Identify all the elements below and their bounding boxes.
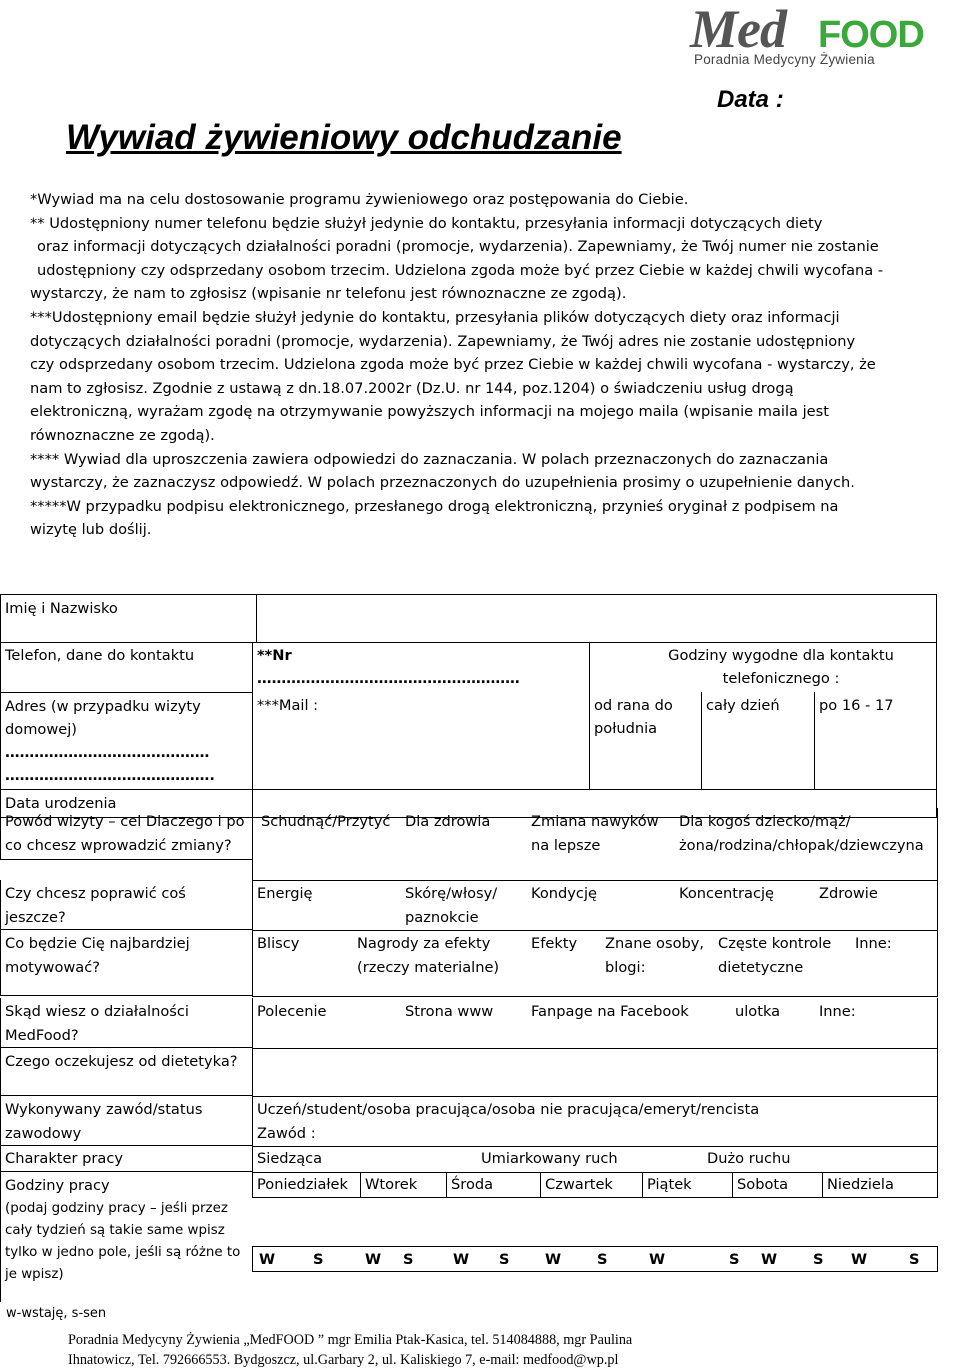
- grid-divider: [822, 1172, 823, 1198]
- ws-legend: w-wstaję, s-sen: [6, 1306, 107, 1321]
- day-monday: Poniedziałek: [257, 1176, 348, 1193]
- job-options-cell: [252, 1096, 938, 1147]
- contact-table: [0, 642, 937, 818]
- medfood-logo: [690, 0, 956, 68]
- note-line: wizytę lub doślij.: [30, 521, 152, 539]
- ws-cell[interactable]: S: [813, 1251, 824, 1268]
- motivate-options-row: [252, 930, 938, 997]
- hours-option-morning[interactable]: od rana do południa: [590, 692, 702, 789]
- source-option-website[interactable]: Strona www: [405, 1003, 494, 1020]
- logo-subtitle: Poradnia Medycyny Żywienia: [694, 52, 875, 67]
- motivate-label: Co będzie Cię najbardziej motywować?: [0, 930, 252, 996]
- motivate-option-other[interactable]: Inne:: [855, 935, 892, 952]
- improve-option-focus[interactable]: Koncentrację: [679, 885, 774, 902]
- work-type-moderate[interactable]: Umiarkowany ruch: [481, 1150, 618, 1167]
- footer-line: Ihnatowicz, Tel. 792666553. Bydgoszcz, ul.Garbary 2, ul. Kaliskiego 7, e-mail: medfood@wp.pl: [68, 1352, 619, 1368]
- work-hours-label-cell: [0, 1172, 252, 1302]
- note-line: udostępniony czy odsprzedany osobom trzecim. Udzielona zgoda może być przez Ciebie w każdej chwili wycofana -: [37, 261, 884, 279]
- motivate-option-family[interactable]: Bliscy: [257, 935, 300, 952]
- ws-cell[interactable]: W: [649, 1251, 666, 1268]
- note-line: nam to zgłosisz. Zgodnie z ustawą z dn.18.07.2002r (Dz.U. nr 144, poz.1204) o świadczeniu usług drogą: [30, 379, 794, 397]
- improve-option-fitness[interactable]: Kondycję: [531, 885, 597, 902]
- phone-field[interactable]: [253, 642, 590, 692]
- work-hours-label: Godziny pracy: [5, 1177, 110, 1194]
- source-options-row: [252, 998, 938, 1049]
- job-label: Wykonywany zawód/status zawodowy: [0, 1096, 252, 1146]
- reason-option-habits[interactable]: Zmiana nawyków na lepsze: [531, 813, 659, 854]
- ws-row: [252, 1246, 938, 1272]
- phone-dots: ………………………………………………: [257, 670, 520, 687]
- day-friday: Piątek: [647, 1176, 692, 1193]
- note-line: *Wywiad ma na celu dostosowanie programu żywieniowego oraz postępowania do Ciebie.: [30, 191, 689, 208]
- motivate-option-rewards[interactable]: Nagrody za efekty (rzeczy materialne): [357, 935, 500, 976]
- reason-options-row: [252, 808, 938, 881]
- grid-divider: [642, 1172, 643, 1198]
- note-line: ***Udostępniony email będzie służył jedynie do kontaktu, przesyłania plików dotyczących diety oraz informacji: [30, 308, 840, 326]
- ws-cell[interactable]: W: [453, 1251, 470, 1268]
- footer: [68, 1330, 928, 1370]
- name-field[interactable]: [257, 595, 937, 643]
- mail-field[interactable]: ***Mail :: [253, 692, 590, 789]
- note-line: ** Udostępniony numer telefonu będzie służył jedynie do kontaktu, przesyłania informacji dotyczących diety: [30, 214, 823, 232]
- note-line: dotyczących działalności poradni (promocje, wydarzenia). Zapewniamy, że Twój adres nie zostanie udostępniony: [30, 332, 856, 350]
- day-sunday: Niedziela: [827, 1176, 894, 1193]
- address-dots[interactable]: ……………………………………: [5, 743, 210, 761]
- improve-options-row: [252, 880, 938, 931]
- ws-cell[interactable]: W: [761, 1251, 778, 1268]
- ws-cell[interactable]: S: [313, 1251, 324, 1268]
- day-saturday: Sobota: [737, 1176, 789, 1193]
- improve-label: Czy chcesz poprawić coś jeszcze?: [0, 880, 252, 930]
- note-line: **** Wywiad dla uproszczenia zawiera odpowiedzi do zaznaczania. W polach przeznaczonych do zaznaczania: [30, 450, 829, 468]
- note-line: równoznaczne ze zgodą).: [30, 426, 215, 444]
- phone-marker: **Nr: [257, 647, 292, 664]
- note-line: czy odsprzedany osobom trzecim. Udzielona zgoda może być przez Ciebie w każdej chwili wycofana - wystarczy, że: [30, 356, 876, 374]
- note-line: *****W przypadku podpisu elektronicznego, przesłanego drogą elektroniczną, przynieś oryginał z podpisem na: [30, 497, 839, 515]
- days-row: [252, 1172, 938, 1198]
- reason-option-weight[interactable]: Schudnąć/Przytyć: [261, 813, 391, 830]
- ws-cell[interactable]: S: [597, 1251, 608, 1268]
- phone-label: Telefon, dane do kontaktu: [1, 642, 253, 692]
- motivate-option-effects[interactable]: Efekty: [531, 935, 578, 952]
- source-option-facebook[interactable]: Fanpage na Facebook: [531, 1003, 689, 1020]
- expect-label: Czego oczekujesz od dietetyka?: [0, 1048, 252, 1096]
- work-type-active[interactable]: Dużo ruchu: [707, 1150, 791, 1167]
- page-title: Wywiad żywieniowy odchudzanie: [66, 118, 622, 157]
- ws-cell[interactable]: S: [909, 1251, 920, 1268]
- notes-section: [30, 188, 950, 542]
- birth-label: Data urodzenia: [1, 789, 253, 817]
- date-label: Data :: [717, 86, 784, 113]
- source-option-leaflet[interactable]: ulotka: [735, 1003, 781, 1020]
- expect-field[interactable]: [252, 1048, 938, 1097]
- name-label: Imię i Nazwisko: [1, 595, 257, 643]
- hours-option-allday[interactable]: cały dzień: [702, 692, 815, 789]
- ws-cell[interactable]: S: [403, 1251, 414, 1268]
- day-thursday: Czwartek: [545, 1176, 613, 1193]
- source-option-other[interactable]: Inne:: [819, 1003, 856, 1020]
- motivate-option-checkups[interactable]: Częste kontrole dietetyczne: [718, 935, 832, 976]
- note-line: oraz informacji dotyczących działalności poradni (promocje, wydarzenia). Zapewniamy, że Twój numer nie zostanie: [37, 238, 879, 256]
- work-type-sitting[interactable]: Siedząca: [257, 1150, 323, 1167]
- improve-option-energy[interactable]: Energię: [257, 885, 313, 902]
- address-cell: [1, 692, 253, 789]
- day-wednesday: Środa: [451, 1176, 494, 1193]
- ws-cell[interactable]: W: [365, 1251, 382, 1268]
- grid-divider: [360, 1172, 361, 1198]
- day-tuesday: Wtorek: [365, 1176, 418, 1193]
- hours-option-afternoon[interactable]: po 16 - 17: [815, 692, 937, 789]
- logo-med-text: Med: [690, 0, 786, 59]
- grid-divider: [732, 1172, 733, 1198]
- work-hours-fill-area[interactable]: [252, 1198, 938, 1246]
- note-line: wystarczy, że nam to zgłosisz (wpisanie nr telefonu jest równoznaczne ze zgodą).: [30, 285, 627, 303]
- work-type-row: [252, 1146, 938, 1173]
- work-hours-grid: [252, 1172, 938, 1302]
- source-label: Skąd wiesz o działalności MedFood?: [0, 998, 252, 1048]
- ws-cell[interactable]: W: [851, 1251, 868, 1268]
- ws-cell[interactable]: S: [499, 1251, 510, 1268]
- reason-label: Powód wizyty – cel Dlaczego i po co chcesz wprowadzić zmiany?: [0, 808, 252, 860]
- note-line: wystarczy, że zaznaczysz odpowiedź. W polach przeznaczonych do uzupełnienia prosimy o uzupełnienie danych.: [30, 474, 855, 492]
- motivate-option-celebrities[interactable]: Znane osoby, blogi:: [605, 935, 705, 976]
- improve-option-health[interactable]: Zdrowie: [819, 885, 878, 902]
- address-dots[interactable]: …………………………………….: [5, 766, 215, 784]
- reason-label-cell: [0, 808, 252, 860]
- footer-line: Poradnia Medycyny Żywienia „MedFOOD ” mgr Emilia Ptak-Kasica, tel. 514084888, mgr Paulina: [68, 1332, 633, 1348]
- work-hours-note: (podaj godziny pracy – jeśli przez cały tydzień są takie same wpisz tylko w jedno pole, jeśli są różne to je wpisz): [5, 1201, 241, 1282]
- contact-hours-label: Godziny wygodne dla kontaktu telefonicznego :: [590, 642, 937, 692]
- job-options[interactable]: Uczeń/student/osoba pracująca/osoba nie pracująca/emeryt/rencista: [257, 1101, 760, 1118]
- job-field[interactable]: Zawód :: [257, 1125, 316, 1142]
- work-type-label: Charakter pracy: [0, 1146, 252, 1172]
- ws-cell[interactable]: S: [729, 1251, 740, 1268]
- improve-option-skin[interactable]: Skórę/włosy/ paznokcie: [405, 885, 498, 926]
- ws-cell[interactable]: W: [545, 1251, 562, 1268]
- reason-option-someone[interactable]: Dla kogoś dziecko/mąż/żona/rodzina/chłopak/dziewczyna: [679, 813, 924, 854]
- logo-food-text: FOOD: [818, 14, 924, 56]
- name-table: [0, 594, 937, 643]
- note-line: elektroniczną, wyrażam zgodę na otrzymywanie powyższych informacji na mojego maila (wpisanie maila jest: [30, 403, 829, 421]
- grid-divider: [446, 1172, 447, 1198]
- grid-divider: [540, 1172, 541, 1198]
- address-label: Adres (w przypadku wizyty domowej): [5, 697, 201, 738]
- ws-cell[interactable]: W: [259, 1251, 276, 1268]
- reason-option-health[interactable]: Dla zdrowia: [405, 813, 491, 830]
- source-option-referral[interactable]: Polecenie: [257, 1003, 327, 1020]
